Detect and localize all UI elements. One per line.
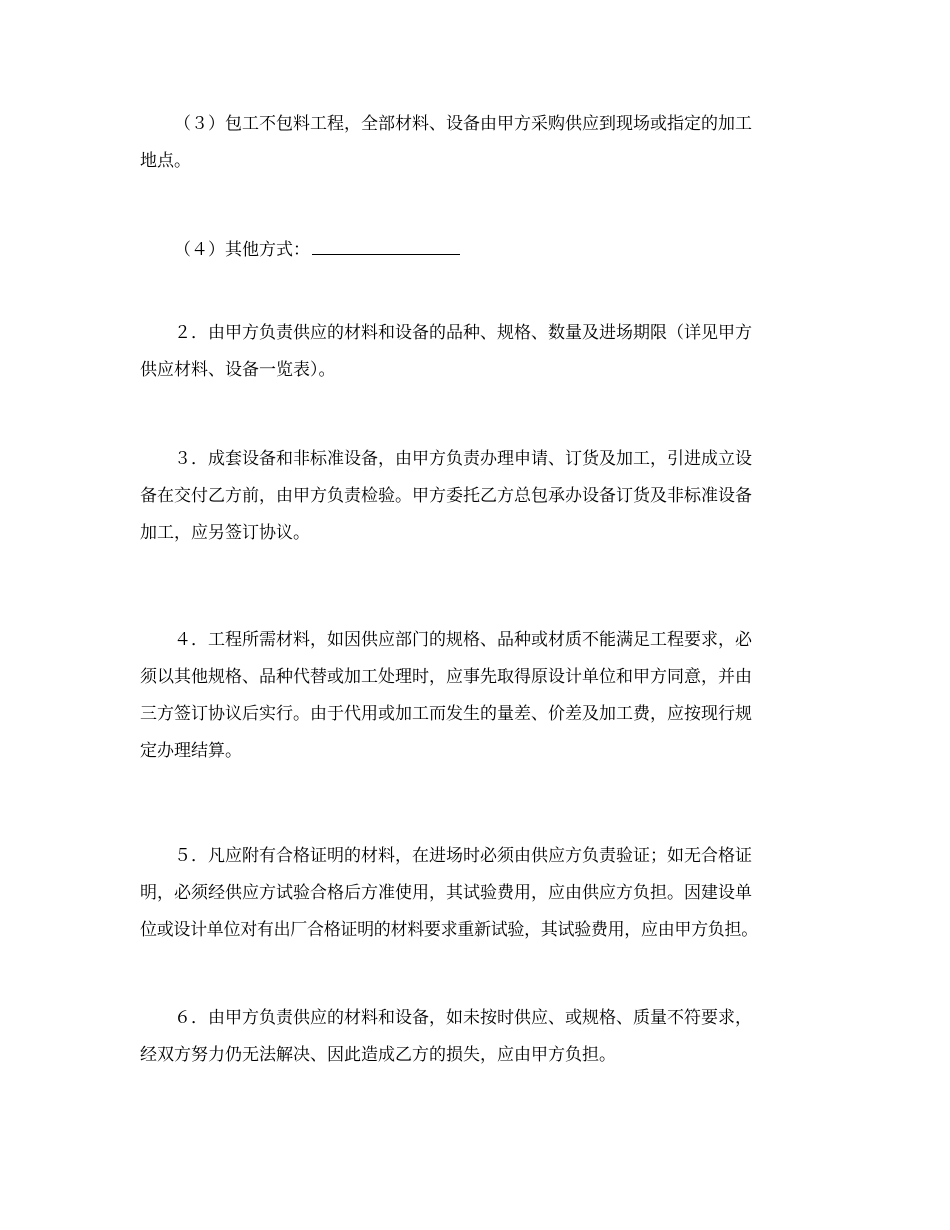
paragraph-item-6 xyxy=(140,1000,830,1074)
paragraph-line: 明，必须经供应方试验合格后方准使用，其试验费用，应由供应方负担。因建设单 xyxy=(140,883,752,903)
paragraph-item-5 xyxy=(140,838,830,949)
paragraph-item-3 xyxy=(140,441,830,552)
paragraph-line: 供应材料、设备一览表）。 xyxy=(140,360,336,380)
paragraph-line: 经双方努力仍无法解决、因此造成乙方的损失，应由甲方负担。 xyxy=(140,1045,616,1065)
paragraph-line: 须以其他规格、品种代替或加工处理时，应事先取得原设计单位和甲方同意，并由 xyxy=(140,667,752,687)
paragraph-option-3 xyxy=(140,106,830,180)
paragraph-line: ２．由甲方负责供应的材料和设备的品种、规格、数量及进场期限（详见甲方 xyxy=(174,323,752,343)
paragraph-item-4 xyxy=(140,622,830,770)
paragraph-line: 加工，应另签订协议。 xyxy=(140,523,310,543)
paragraph-line: 定办理结算。 xyxy=(140,741,242,761)
paragraph-line: 备在交付乙方前，由甲方负责检验。甲方委托乙方总包承办设备订货及非标准设备 xyxy=(140,486,752,506)
paragraph-line: 地点。 xyxy=(140,151,191,171)
paragraph-line: ３．成套设备和非标准设备，由甲方负责办理申请、订货及加工，引进成立设 xyxy=(174,449,752,469)
paragraph-line: （３）包工不包料工程，全部材料、设备由甲方采购供应到现场或指定的加工 xyxy=(174,114,752,134)
paragraph-item-2 xyxy=(140,315,830,389)
paragraph-line: （４）其他方式： xyxy=(174,240,310,260)
paragraph-line: 三方签订协议后实行。由于代用或加工而发生的量差、价差及加工费，应按现行规 xyxy=(140,704,752,724)
paragraph-line: ４．工程所需材料，如因供应部门的规格、品种或材质不能满足工程要求，必 xyxy=(174,630,752,650)
paragraph-option-4 xyxy=(140,232,830,269)
paragraph-line: 位或设计单位对有出厂合格证明的材料要求重新试验，其试验费用，应由甲方负担。 xyxy=(140,920,758,940)
paragraph-line: ５．凡应附有合格证明的材料，在进场时必须由供应方负责验证；如无合格证 xyxy=(174,846,752,866)
paragraph-line: ６．由甲方负责供应的材料和设备，如未按时供应、或规格、质量不符要求， xyxy=(174,1008,752,1028)
fill-in-blank xyxy=(312,237,460,255)
